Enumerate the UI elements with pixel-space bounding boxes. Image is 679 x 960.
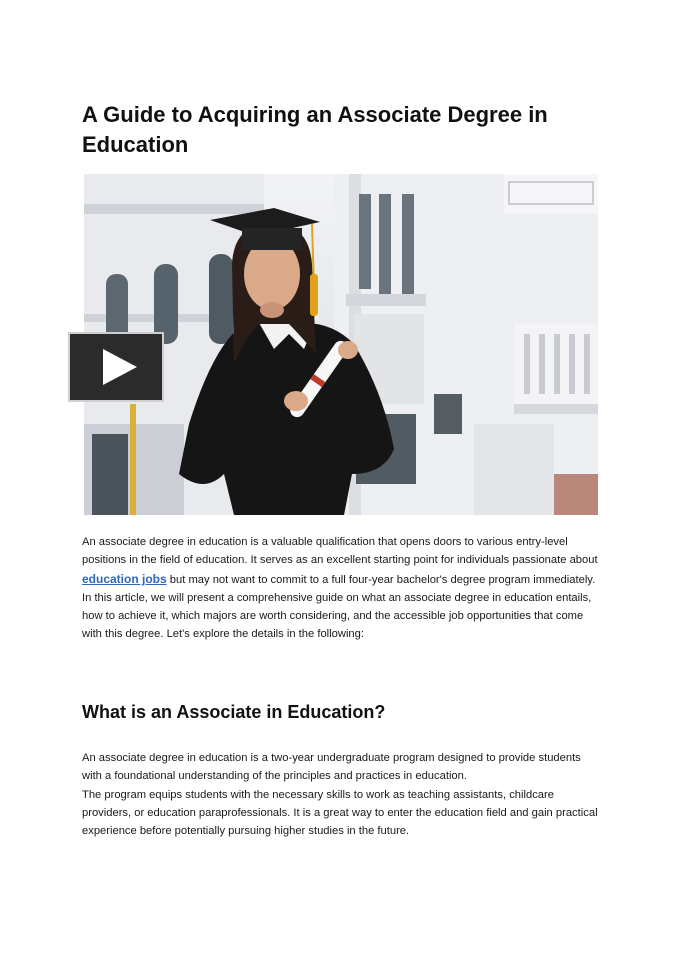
intro-paragraph bbox=[82, 533, 602, 644]
education-jobs-link[interactable]: education jobs bbox=[82, 571, 167, 586]
section-body-line-2: The program equips students with the necessary skills to work as teaching assistants, childcare providers, or education paraprofessionals. It is a great way to enter the education field and gain practical experience before potentially pursuing higher studies in the future. bbox=[82, 788, 598, 838]
article-title: A Guide to Acquiring an Associate Degree in Education bbox=[82, 102, 548, 157]
section-body-line-1: An associate degree in education is a two-year undergraduate program designed to provide students with a foundational understanding of the principles and practices in education. bbox=[82, 752, 581, 783]
intro-text-before-link: An associate degree in education is a valuable qualification that opens doors to various entry-level positions in the field of education. It serves as an excellent starting point for individuals passionate about bbox=[82, 536, 598, 567]
play-icon bbox=[103, 349, 137, 385]
intro-text-after-link: but may not want to commit to a full four-year bachelor's degree program immediately. In this article, we will present a comprehensive guide on what an associate degree in education entails, how to achieve it, which majors are worth considering, and the accessible job opportunities that come with this degree. Let's explore the details in the following: bbox=[82, 573, 596, 641]
section-heading: What is an Associate in Education? bbox=[82, 702, 386, 722]
section-body bbox=[82, 749, 602, 840]
video-play-button[interactable] bbox=[68, 332, 164, 402]
